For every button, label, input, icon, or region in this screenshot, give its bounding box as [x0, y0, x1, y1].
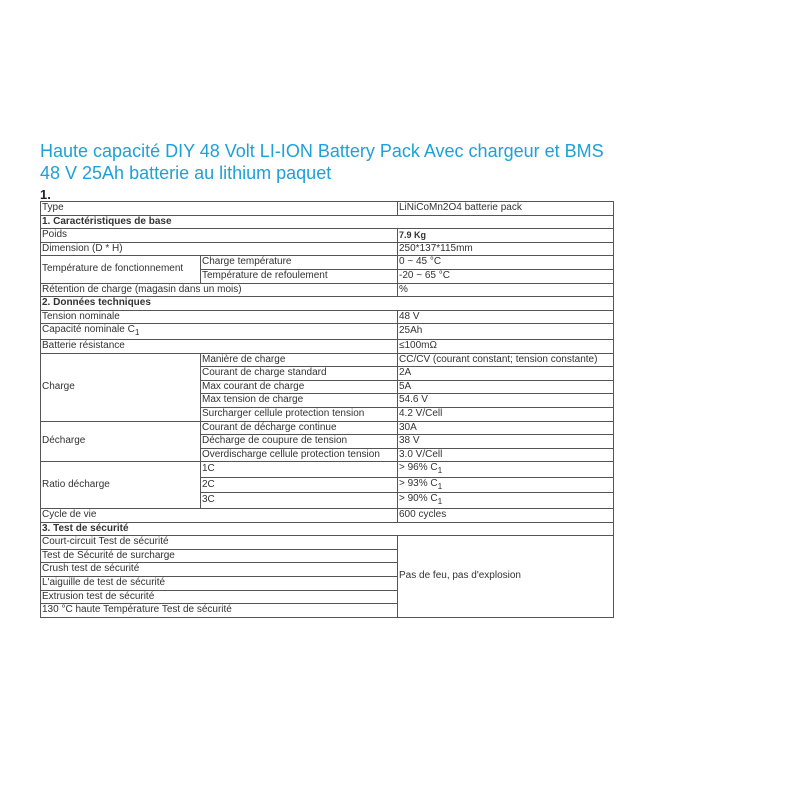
ratio-row-label: 3C	[201, 493, 398, 509]
resistance-label: Batterie résistance	[41, 339, 398, 353]
ratio-value-sub: 1	[437, 465, 443, 476]
temp-label: Température de fonctionnement	[41, 256, 201, 283]
section-technical-title: 2. Données techniques	[41, 297, 614, 311]
poids-label: Poids	[41, 229, 398, 243]
decharge-row-label: Overdischarge cellule protection tension	[201, 448, 398, 462]
ratio-value-sub: 1	[437, 480, 443, 491]
table-row	[41, 229, 614, 243]
safety-test-label: Court-circuit Test de sécurité	[41, 536, 398, 550]
ratio-row-label: 1C	[201, 462, 398, 478]
capacite-label	[41, 324, 398, 340]
safety-test-label: Extrusion test de sécurité	[41, 590, 398, 604]
charge-row-label: Max courant de charge	[201, 380, 398, 394]
table-row	[41, 283, 614, 297]
table-row	[41, 242, 614, 256]
table-row	[41, 202, 614, 216]
page-title: Haute capacité DIY 48 Volt LI-ION Battery Pack Avec chargeur et BMS 48 V 25Ah batterie au lithium paquet	[40, 141, 604, 183]
ratio-group-label: Ratio décharge	[41, 462, 201, 509]
decharge-row-value: 30A	[398, 421, 614, 435]
capacite-label-text: Capacité nominale C	[42, 324, 135, 336]
charge-group-label: Charge	[41, 353, 201, 421]
dimension-value: 250*137*115mm	[398, 242, 614, 256]
capacite-value: 25Ah	[398, 324, 614, 340]
section-safety-title: 3. Test de sécurité	[41, 522, 614, 536]
section-number: 1.	[40, 187, 51, 202]
type-label: Type	[41, 202, 398, 216]
charge-row-value: 5A	[398, 380, 614, 394]
ratio-value-text: > 93% C	[399, 477, 438, 489]
table-row	[41, 339, 614, 353]
ratio-row-value	[398, 462, 614, 478]
type-value: LiNiCoMn2O4 batterie pack	[398, 202, 614, 216]
table-row	[41, 353, 614, 367]
spec-table	[40, 201, 614, 618]
table-row	[41, 310, 614, 324]
decharge-group-label: Décharge	[41, 421, 201, 462]
charge-row-label: Courant de charge standard	[201, 367, 398, 381]
resistance-value: ≤100mΩ	[398, 339, 614, 353]
table-row	[41, 421, 614, 435]
dimension-label: Dimension (D * H)	[41, 242, 398, 256]
temp-charge-value: 0 ~ 45 °C	[398, 256, 614, 270]
charge-row-value: 4.2 V/Cell	[398, 407, 614, 421]
table-row	[41, 256, 614, 270]
poids-value: 7.9 Kg	[398, 229, 614, 243]
table-row	[41, 536, 614, 550]
charge-row-value: 54.6 V	[398, 394, 614, 408]
temp-charge-label: Charge température	[201, 256, 398, 270]
ratio-row-value	[398, 477, 614, 493]
tension-value: 48 V	[398, 310, 614, 324]
charge-row-label: Max tension de charge	[201, 394, 398, 408]
table-row	[41, 462, 614, 478]
charge-row-value: 2A	[398, 367, 614, 381]
capacite-label-sub: 1	[134, 327, 140, 338]
safety-test-label: Test de Sécurité de surcharge	[41, 549, 398, 563]
charge-row-label: Manière de charge	[201, 353, 398, 367]
decharge-row-value: 3.0 V/Cell	[398, 448, 614, 462]
tension-label: Tension nominale	[41, 310, 398, 324]
retention-value: %	[398, 283, 614, 297]
temp-refoul-value: -20 ~ 65 °C	[398, 269, 614, 283]
safety-test-label: 130 °C haute Température Test de sécurité	[41, 604, 398, 618]
charge-row-value: CC/CV (courant constant; tension constante)	[398, 353, 614, 367]
section-basic-title: 1. Caractéristiques de base	[41, 215, 614, 229]
table-row	[41, 324, 614, 340]
table-row	[41, 297, 614, 311]
content	[40, 140, 620, 618]
safety-test-label: Crush test de sécurité	[41, 563, 398, 577]
safety-test-label: L'aiguille de test de sécurité	[41, 577, 398, 591]
ratio-row-value	[398, 493, 614, 509]
safety-result: Pas de feu, pas d'explosion	[398, 536, 614, 618]
temp-refoul-label: Température de refoulement	[201, 269, 398, 283]
ratio-value-text: > 96% C	[399, 462, 438, 474]
retention-label: Rétention de charge (magasin dans un mois)	[41, 283, 398, 297]
decharge-row-value: 38 V	[398, 435, 614, 449]
cycle-value: 600 cycles	[398, 509, 614, 523]
ratio-row-label: 2C	[201, 477, 398, 493]
decharge-row-label: Courant de décharge continue	[201, 421, 398, 435]
ratio-value-text: > 90% C	[399, 493, 438, 505]
decharge-row-label: Décharge de coupure de tension	[201, 435, 398, 449]
table-row	[41, 522, 614, 536]
table-row	[41, 509, 614, 523]
ratio-value-sub: 1	[437, 496, 443, 507]
charge-row-label: Surcharger cellule protection tension	[201, 407, 398, 421]
table-row	[41, 215, 614, 229]
cycle-label: Cycle de vie	[41, 509, 398, 523]
